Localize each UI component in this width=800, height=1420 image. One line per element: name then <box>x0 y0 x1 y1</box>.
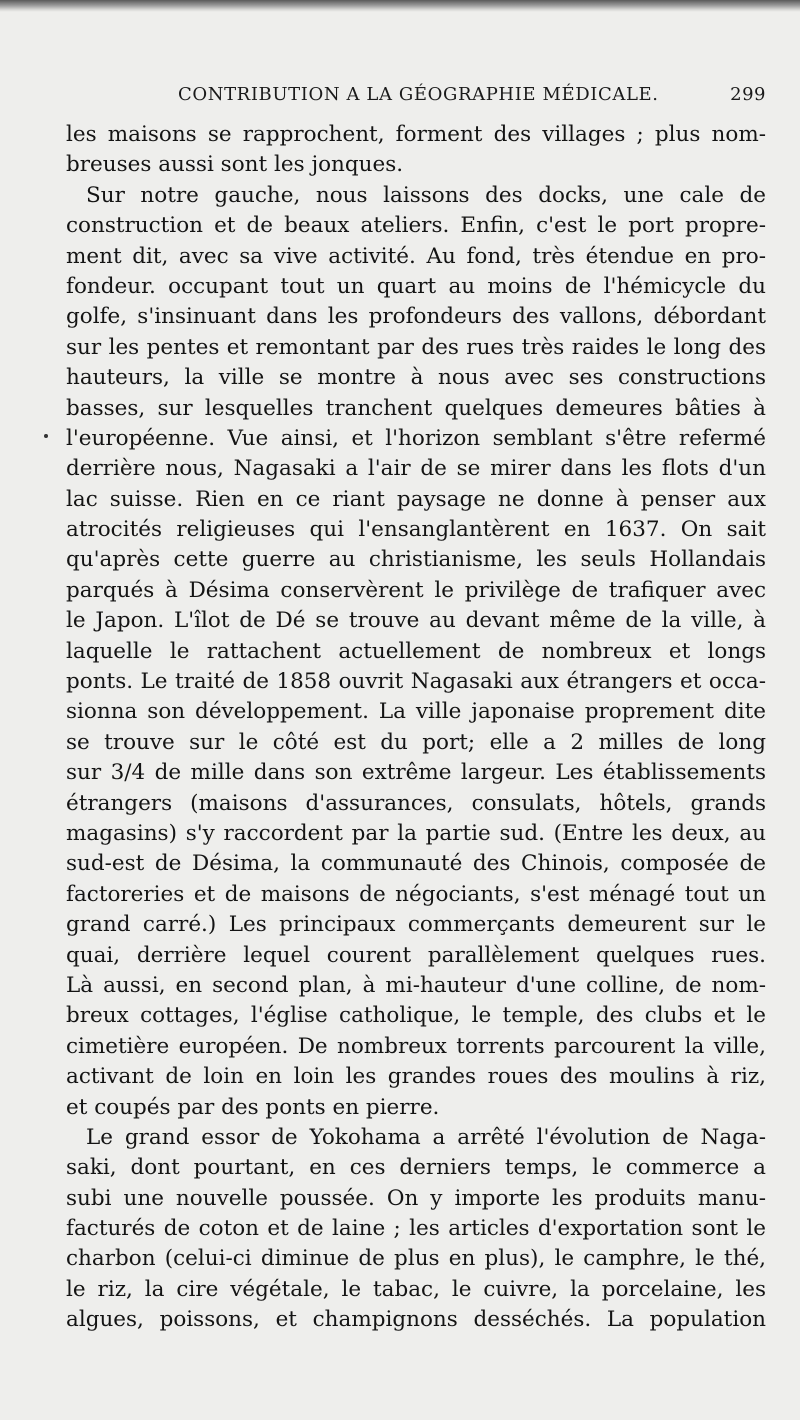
text-line: construction et de beaux ateliers. Enfin, c'est le port propre- <box>66 213 766 239</box>
text-line: qu'après cette guerre au christianisme, les seuls Hollandais <box>66 547 766 573</box>
margin-speck <box>44 434 48 438</box>
text-line: fondeur. occupant tout un quart au moins de l'hémicycle du <box>66 273 766 299</box>
text-line: Sur notre gauche, nous laissons des docks, une cale de <box>86 182 766 208</box>
text-line: le riz, la cire végétale, le tabac, le cuivre, la porcelaine, les <box>66 1276 766 1302</box>
text-line: se trouve sur le côté est du port; elle a 2 milles de long <box>66 729 766 755</box>
text-line: charbon (celui-ci diminue de plus en plus), le camphre, le thé, <box>66 1246 766 1272</box>
page-number: 299 <box>730 84 766 105</box>
text-line: breuses aussi sont les jonques. <box>66 152 404 178</box>
text-line: algues, poissons, et champignons desséchés. La population <box>66 1307 766 1333</box>
text-line: l'européenne. Vue ainsi, et l'horizon semblant s'être refermé <box>66 425 766 451</box>
body-text <box>66 120 766 1336</box>
text-line: étrangers (maisons d'assurances, consulats, hôtels, grands <box>66 790 766 816</box>
text-line: laquelle le rattachent actuellement de nombreux et longs <box>66 638 766 664</box>
text-line: Le grand essor de Yokohama a arrêté l'évolution de Naga- <box>86 1124 766 1150</box>
text-line: hauteurs, la ville se montre à nous avec ses constructions <box>66 365 766 391</box>
text-line: sud-est de Désima, la communauté des Chinois, composée de <box>66 851 766 877</box>
text-line: cimetière européen. De nombreux torrents parcourent la ville, <box>66 1033 766 1059</box>
text-line: breux cottages, l'église catholique, le temple, des clubs et le <box>66 1003 766 1029</box>
text-line: activant de loin en loin les grandes roues des moulins à riz, <box>66 1064 766 1090</box>
text-line: les maisons se rapprochent, forment des villages ; plus nom- <box>66 122 766 147</box>
text-line: sur 3/4 de mille dans son extrême largeur. Les établissements <box>66 760 766 786</box>
text-line: sionna son développement. La ville japonaise proprement dite <box>66 699 766 725</box>
text-line: ponts. Le traité de 1858 ouvrit Nagasaki aux étrangers et occa- <box>66 669 766 695</box>
text-line: ment dit, avec sa vive activité. Au fond, très étendue en pro- <box>66 243 766 269</box>
scan-top-edge <box>0 0 800 12</box>
text-line: quai, derrière lequel courent parallèlement quelques rues. <box>66 942 766 968</box>
text-line: le Japon. L'îlot de Dé se trouve au devant même de la ville, à <box>66 608 766 634</box>
text-line: saki, dont pourtant, en ces derniers temps, le commerce a <box>66 1155 766 1181</box>
text-line: magasins) s'y raccordent par la partie sud. (Entre les deux, au <box>66 820 766 846</box>
text-line: lac suisse. Rien en ce riant paysage ne donne à penser aux <box>66 486 766 512</box>
text-line: derrière nous, Nagasaki a l'air de se mirer dans les flots d'un <box>66 456 766 482</box>
text-line: atrocités religieuses qui l'ensanglantèrent en 1637. On sait <box>66 517 766 543</box>
text-line: basses, sur lesquelles tranchent quelques demeures bâties à <box>66 395 766 421</box>
text-line: Là aussi, en second plan, à mi-hauteur d'une colline, de nom- <box>66 972 766 998</box>
text-line: golfe, s'insinuant dans les profondeurs des vallons, débordant <box>66 304 766 330</box>
text-line: subi une nouvelle poussée. On y importe les produits manu- <box>66 1185 766 1211</box>
text-line: sur les pentes et remontant par des rues très raides le long des <box>66 334 766 360</box>
text-line: et coupés par des ponts en pierre. <box>66 1094 440 1120</box>
text-line: factoreries et de maisons de négociants, s'est ménagé tout un <box>66 881 766 907</box>
text-line: facturés de coton et de laine ; les articles d'exportation sont le <box>66 1216 766 1242</box>
text-line: parqués à Désima conservèrent le privilège de trafiquer avec <box>66 577 766 603</box>
text-line: grand carré.) Les principaux commerçants demeurent sur le <box>66 912 766 938</box>
running-header <box>66 84 770 114</box>
running-title: CONTRIBUTION A LA GÉOGRAPHIE MÉDICALE. <box>178 84 659 105</box>
